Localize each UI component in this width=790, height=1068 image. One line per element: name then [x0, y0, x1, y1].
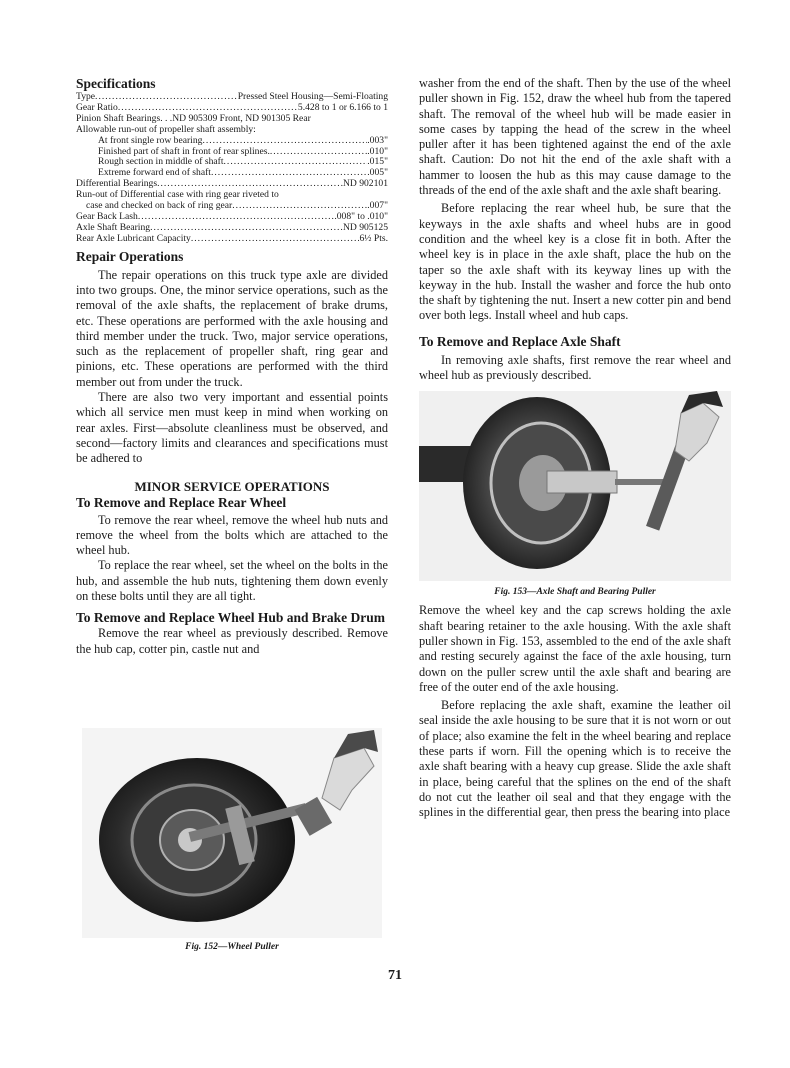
rear-wheel-paragraph-2: To replace the rear wheel, set the wheel on the bolts in the hub, and assemble the hub nuts, tightening them down evenly on these bolts until they are all tight. — [76, 558, 388, 604]
wheel-hub-heading: To Remove and Replace Wheel Hub and Brake Drum — [76, 610, 386, 626]
right-paragraph-1: washer from the end of the shaft. Then by the use of the wheel puller shown in Fig. 152, draw the wheel hub from the tapered shaft. The removal of the wheel hub will be made easier in some cases by tapping the head of the screw in the wheel puller after it has been tightened against the end of the axle shaft. Caution: Do not hit the end of the axle shaft with a hammer to loosen the hub as this may cause damage to the threads of the end of the axle shaft and the axle shaft bearing. — [419, 76, 731, 198]
repair-paragraph-2: There are also two very important and essential points which all service men must keep in mind when working on rear axles. First—absolute cleanliness must be observed, and second—factory limits and clearances and specifications must be adhered to — [76, 390, 388, 466]
right-column — [419, 76, 731, 821]
spec-gear-backlash: Gear Back Lash ..... .008" to .010" — [76, 212, 388, 223]
repair-paragraph-1: The repair operations on this truck type axle are divided into two groups. One, the minor service operations, such as the removal of the axle shafts, the replacement of brake drums, etc. These operations are performed with the axle housing and third member under the truck. Two, major service operations, such as the replacement of propeller shaft, ring gear and pinions, etc. These operations are performed with the third member out from under the truck. — [76, 267, 388, 389]
spec-gear-ratio: Gear Ratio ..... 5.428 to 1 or 6.166 to 1 — [76, 103, 388, 114]
axle-puller-photo — [419, 391, 731, 581]
spec-type: Type ..... Pressed Steel Housing—Semi-Floating — [76, 92, 388, 103]
wheel-puller-photo — [82, 728, 382, 938]
page-number: 71 — [388, 968, 402, 983]
spec-ringgear-runout: Run-out of Differential case with ring gear riveted to — [76, 189, 279, 201]
spec-differential-bearings: Differential Bearings ..... ND 902101 — [76, 179, 388, 190]
spec-pinion-bearings: Pinion Shaft Bearings. . .ND 905309 Front, ND 901305 Rear — [76, 112, 311, 124]
rear-wheel-paragraph-1: To remove the rear wheel, remove the wheel hub nuts and remove the wheel from the bolts which are attached to the wheel hub. — [76, 512, 388, 558]
left-column — [76, 76, 388, 657]
spec-runout-finished: Finished part of shaft in front of rear splines. ..... .010" — [76, 147, 388, 158]
right-paragraph-2: Before replacing the rear wheel hub, be sure that the keyways in the axle shafts and wheel hubs are in good condition and the wheel key is a close fit in both. After the wheel key is in place in the axle shaft, place the hub on the taper so the axle shaft with its keyway lines up with the keyway in the hub. Install the washer and force the hub onto the shaft by tightening the nut. Insert a new cotter pin and bend over both legs. Install wheel and hub caps. — [419, 201, 731, 323]
right-paragraph-3: Remove the wheel key and the cap screws holding the axle shaft bearing retainer to the axle housing. With the axle shaft puller shown in Fig. 153, assembled to the end of the axle shaft and resting securely against the face of the axle housing, turn down on the puller screw until the axle shaft and bearing are free of the outer end of the axle housing. — [419, 603, 731, 694]
figure-152-caption: Fig. 152—Wheel Puller — [185, 942, 279, 952]
specifications-heading: Specifications — [76, 76, 156, 91]
axle-shaft-paragraph-1: In removing axle shafts, first remove the rear wheel and wheel hub as previously described. — [419, 352, 731, 383]
repair-operations-heading: Repair Operations — [76, 248, 184, 264]
axle-shaft-heading: To Remove and Replace Axle Shaft — [419, 333, 621, 349]
spec-ringgear-check: case and checked on back of ring gear ..... .007" — [76, 201, 388, 212]
spec-runout-heading: Allowable run-out of propeller shaft assembly: — [76, 123, 256, 135]
spec-axle-bearing: Axle Shaft Bearing ..... ND 905125 — [76, 223, 388, 234]
wheel-hub-paragraph-1: Remove the rear wheel as previously described. Remove the hub cap, cotter pin, castle nut and — [76, 626, 388, 656]
minor-service-heading: MINOR SERVICE OPERATIONS — [134, 478, 330, 494]
specifications-list — [76, 92, 388, 245]
spec-lubricant: Rear Axle Lubricant Capacity ..... 6½ Pts. — [76, 234, 388, 245]
spec-runout-front: At front single row bearing ..... .003" — [76, 136, 388, 147]
spec-runout-extreme: Extreme forward end of shaft ..... .005" — [76, 168, 388, 179]
figure-153 — [419, 391, 731, 603]
right-paragraph-4: Before replacing the axle shaft, examine the leather oil seal inside the axle housing to be sure that it is not worn or out of place; also examine the felt in the wheel bearing and replace these parts if worn. Fill the opening which is to receive the axle shaft bearing with a heavy cup grease. Slide the axle shaft in place, being careful that the splines on the end of the shaft do not cut the leather oil seal and that they engage with the splines in the differential gear, then press the bearing into place — [419, 698, 731, 820]
rear-wheel-heading: To Remove and Replace Rear Wheel — [76, 494, 287, 510]
figure-152 — [82, 728, 382, 952]
figure-153-caption: Fig. 153—Axle Shaft and Bearing Puller — [494, 587, 656, 598]
spec-runout-rough: Rough section in middle of shaft ..... .015" — [76, 157, 388, 168]
